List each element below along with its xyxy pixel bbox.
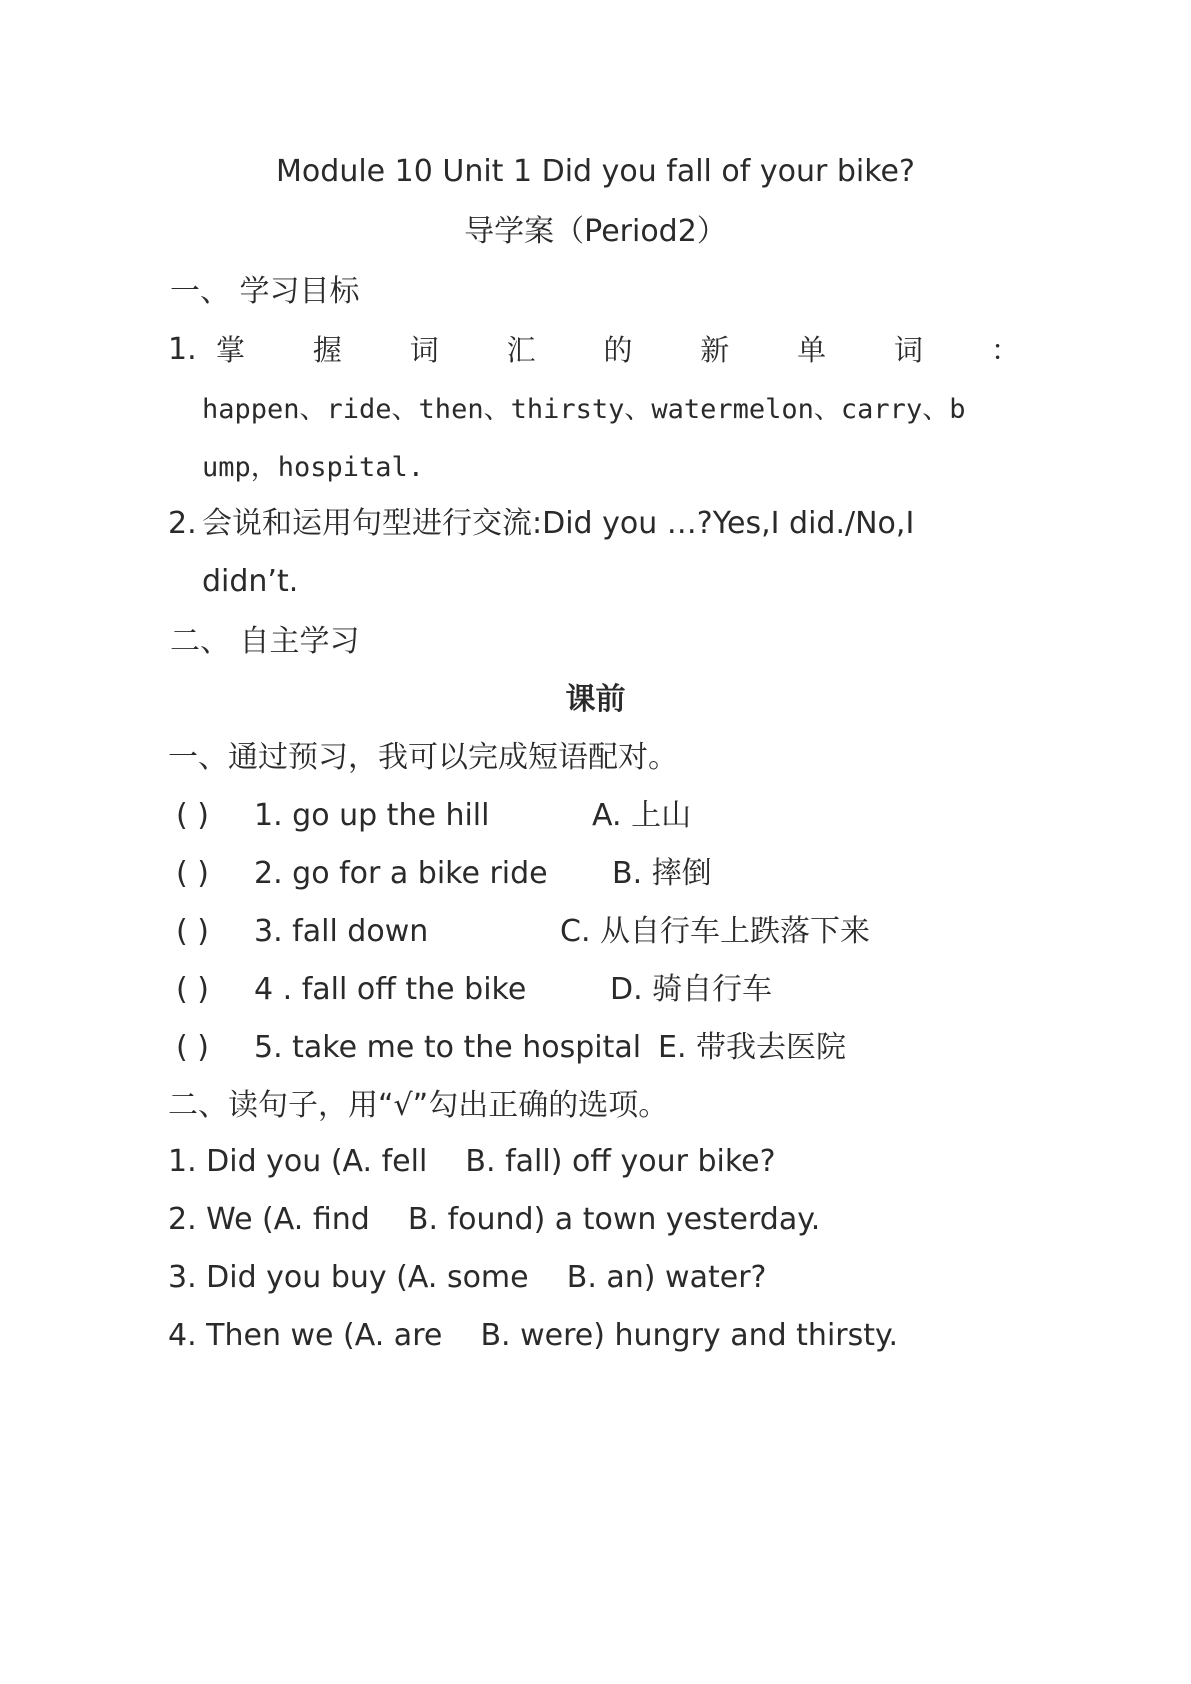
goal-1-char: ：	[990, 333, 1020, 367]
question-2: 2. We (A. find B. found) a town yesterday.	[168, 1202, 821, 1237]
answer-blank[interactable]: ( )	[176, 856, 209, 891]
section-heading-goals: 一、 学习目标	[170, 274, 360, 309]
pre-class-heading: 课前	[565, 682, 626, 717]
matching-item: 5. take me to the hospital	[254, 1030, 642, 1065]
goal-1-vocab-line-3: ump，hospital.	[202, 452, 425, 483]
goal-1-char: 词	[409, 333, 439, 367]
matching-item: 2. go for a bike ride	[254, 856, 548, 891]
answer-blank[interactable]: ( )	[176, 1030, 209, 1065]
goal-2-line-1: 会说和运用句型进行交流:Did you …?Yes,I did./No,I	[202, 506, 915, 541]
goal-1-char: 汇	[506, 333, 536, 367]
section-heading-self-study: 二、 自主学习	[170, 624, 360, 659]
goal-1-char: 的	[603, 333, 633, 367]
matching-option: B. 摔倒	[612, 856, 712, 891]
matching-option: E. 带我去医院	[658, 1030, 847, 1065]
matching-option: A. 上山	[592, 798, 692, 833]
matching-option: C. 从自行车上跌落下来	[560, 914, 871, 949]
answer-blank[interactable]: ( )	[176, 914, 209, 949]
question-1: 1. Did you (A. fell B. fall) off your bike?	[168, 1144, 776, 1179]
goal-1-char: 掌	[216, 333, 246, 367]
matching-item: 4 . fall off the bike	[254, 972, 527, 1007]
answer-blank[interactable]: ( )	[176, 972, 209, 1007]
matching-item: 3. fall down	[254, 914, 429, 949]
goal-1-char: 词	[894, 333, 924, 367]
question-3: 3. Did you buy (A. some B. an) water?	[168, 1260, 767, 1295]
goal-2-line-2: didn’t.	[202, 564, 299, 599]
goal-1-number: 1.	[168, 332, 197, 367]
document-subtitle: 导学案（Period2）	[464, 214, 727, 249]
matching-item: 1. go up the hill	[254, 798, 490, 833]
part-2-title: 二、读句子，用“√”勾出正确的选项。	[168, 1088, 669, 1123]
matching-option: D. 骑自行车	[610, 972, 773, 1007]
goal-2-number: 2.	[168, 506, 197, 541]
goal-1-char: 单	[797, 333, 827, 367]
question-4: 4. Then we (A. are B. were) hungry and thirsty.	[168, 1318, 899, 1353]
answer-blank[interactable]: ( )	[176, 798, 209, 833]
goal-1-char: 新	[700, 333, 730, 367]
goal-1-char: 握	[312, 333, 342, 367]
goal-1-vocab-line-2: happen、ride、then、thirsty、watermelon、carry、b	[202, 394, 966, 425]
goal-1-line-1	[216, 330, 1020, 370]
document-title: Module 10 Unit 1 Did you fall of your bike?	[276, 154, 915, 189]
part-1-title: 一、通过预习，我可以完成短语配对。	[168, 740, 678, 775]
